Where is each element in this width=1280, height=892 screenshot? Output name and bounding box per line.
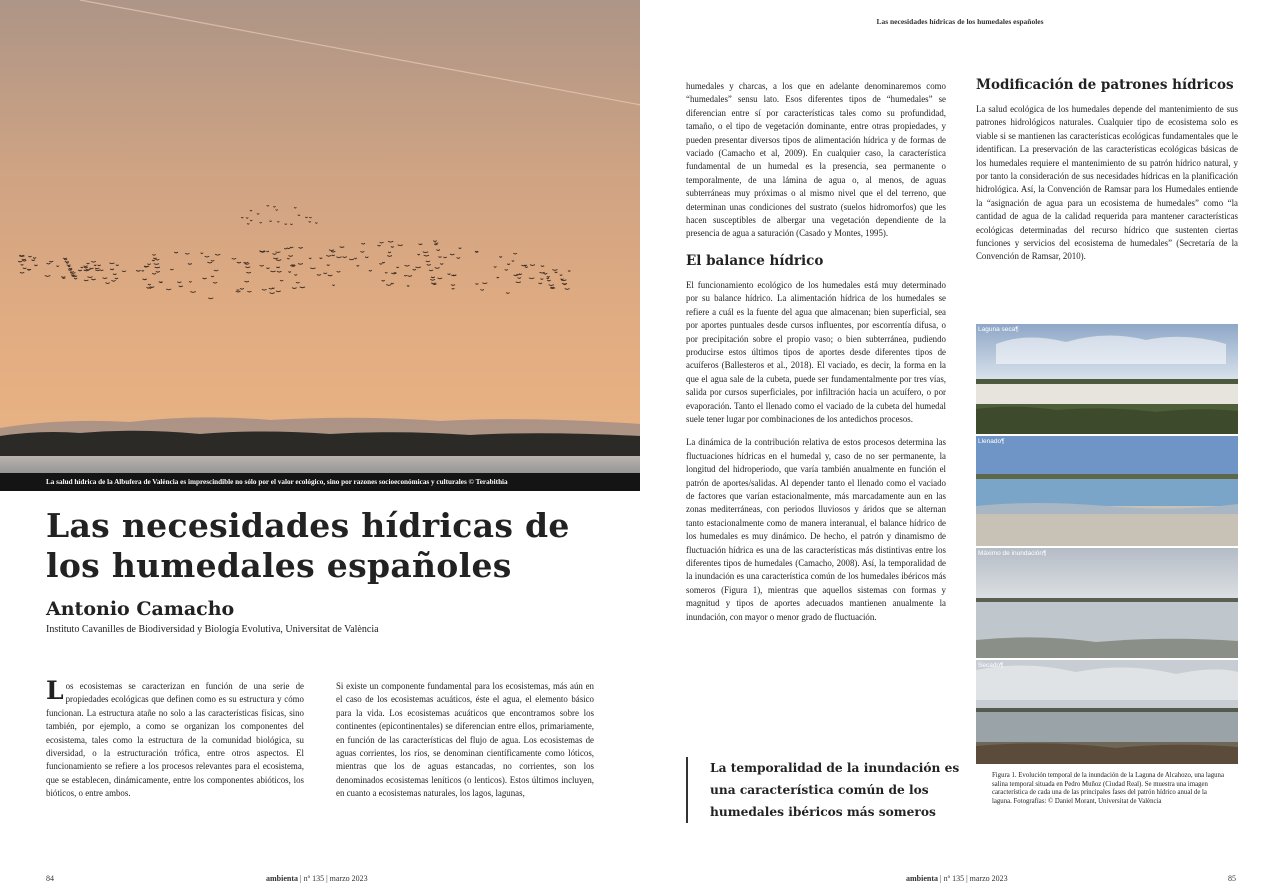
photo-secado (976, 660, 1238, 764)
photo-label-laguna-seca: Laguna seca¶ (978, 326, 1019, 333)
photo-maximo-inundacion (976, 548, 1238, 658)
albufera-sunset-image (0, 0, 641, 491)
intro-text-1: os ecosistemas se caracterizan en función de una serie de propiedades ecológicas que definen como es su estructura y cómo funcionan. La estructura atañe no solo a las características físicas, sino también, por ejemplo, a como se organizan los componentes del ecosistema, tales como la estructura de la comunidad biológica, su diversidad, o la estructuración trófica, entre otros aspectos. El funcionamiento se refiere a los procesos relevantes para el ecosistema, que se establecen, dinámicamente, entre los componentes abióticos, los bióticos, o entre ambos. (46, 681, 304, 799)
pull-quote: La temporalidad de la inundación es una característica común de los humedales ibéricos más someros (686, 757, 960, 823)
photo-label-secado: Secado¶ (978, 662, 1004, 669)
author-affiliation: Instituto Cavanilles de Biodiversidad y Biología Evolutiva, Universitat de València (46, 624, 379, 635)
footer-magazine-left: ambienta | nº 135 | marzo 2023 (266, 874, 368, 883)
heading-patrones-hidricos: Modificación de patrones hídricos (976, 77, 1234, 93)
hero-photo (0, 0, 641, 491)
photo-laguna-seca (976, 324, 1238, 434)
photo-label-maximo: Máximo de inundación¶ (978, 550, 1047, 557)
right-column-1 (686, 80, 946, 624)
intro-column-2 (336, 680, 594, 801)
intro-column-1 (46, 676, 304, 801)
right-column-2 (976, 76, 1238, 264)
author-name: Antonio Camacho (46, 598, 235, 620)
body-paragraph-3: La dinámica de la contribución relativa de estos procesos determina las fluctuaciones hídricas en el humedal y, caso de no ser permanente, la longitud del hidroperiodo, que varía también anualmente en función el patrón de aportes/salidas. Al depender tanto el llenado como el vaciado de factores que varían estacionalmente, más marcadamente aun en las zonas mediterráneas, con periodos lluviosos y áridos que se alternan tanto estacionalmente como de manera interanual, el balance hídrico de los humedales es muy dinámico. De hecho, el patrón y dinamismo de fluctuación hídrica es una de las características más distintivas entre los diferentes tipos de humedales (Camacho, 2008). Así, la temporalidad de la inundación es una característica común de los humedales ibéricos más someros (Figura 1), mientras que aquellos sistemas con formas y magnitud y tipos de aportes adecuados mantienen anualmente la inundación, con mayor o menor grado de fluctuación. (686, 437, 946, 622)
figure-caption: Figura 1. Evolución temporal de la inundación de la Laguna de Alcahozo, una laguna salina temporal situada en Pedro Muñoz (Ciudad Real). Se muestra una imagen característica de cada una de las principales fases del patrón hídrico anual de la laguna. Fotografías: © Daniel Morant, Universitat de València (992, 772, 1224, 805)
footer-magazine-right: ambienta | nº 135 | marzo 2023 (906, 874, 1008, 883)
body-paragraph-4: La salud ecológica de los humedales depende del mantenimiento de sus patrones hidrológicos naturales. Cualquier tipo de ecosistema solo es viable si se mantienen las características ecológicas fundamentales que le identifican. La preservación de las características ecológicas básicas de los humedales requiere el mantenimiento de su patrón hídrico natural, y por tanto la consideración de sus necesidades hídricas en la planificación hidrológica. Así, la Convención de Ramsar para los Humedales entiende la “asignación de agua para un ecosistema de humedales” como “la cantidad de agua de la calidad requerida para mantener características ecológicas determinadas del recurso hídrico que sustenten ciertas funciones y servicios del ecosistema de humedales” (Secretaría de la Convención de Ramsar, 2010). (976, 104, 1238, 262)
photo-llenado (976, 436, 1238, 546)
page-number-left: 84 (46, 874, 54, 883)
drop-cap: L (46, 676, 64, 705)
page-number-right: 85 (1228, 874, 1236, 883)
heading-balance-hidrico: El balance hídrico (686, 252, 824, 269)
hero-caption: La salud hídrica de la Albufera de València es imprescindible no sólo por el valor ecológico, sino por razones socioeconómicas y culturales © Terabithia (0, 473, 641, 491)
photo-label-llenado: Llenado¶ (978, 438, 1005, 445)
intro-text-2: Si existe un componente fundamental para los ecosistemas, más aún en el caso de los ecosistemas acuáticos, éste el agua, el elemento básico para la vida. Los ecosistemas acuáticos que encontramos sobre los continentes (epicontinentales) se diferencian entre ellos, primariamente, en función de las características del flujo de agua. Los ecosistemas de aguas corrientes, los ríos, se denominan científicamente como lóticos, mientras que los de aguas estancadas, no corrientes, son los denominados ecosistemas leníticos (o lenticos). Estos últimos incluyen, en cuanto a ecosistemas naturales, los lagos, lagunas, (336, 681, 594, 799)
body-paragraph-2: El funcionamiento ecológico de los humedales está muy determinado por su balance hídrico. La alimentación hídrica de los humedales se refiere a cuál es la fuente del agua que almacenan; bien superficial, sea por aportes puntuales desde cursos influentes, por escorrentía difusa, o por precipitación sobre el propio vaso; o bien subterránea, pudiendo producirse estos últimos tipos de aportes desde diferentes tipos de acuíferos (Ballesteros et al., 2018). El vaciado, es decir, la forma en la que el agua sale de la cubeta, puede ser fundamentalmente por tres vías, salida por cursos superficiales, por infiltración hacia un acuífero, o por evaporación. Tanto el llenado como el vaciado de la cubeta del humedal suele tener lugar por combinaciones de los antedichos procesos. (686, 279, 946, 424)
body-paragraph-1: humedales y charcas, a los que en adelante denominaremos como “humedales” sensu lato. Esos diferentes tipos de “humedales” se diferencian entre sí por características tales como su profundidad, tamaño, o el tipo de vegetación dominante, entre otras propiedades, y pueden presentar diversos tipos de alimentación hídrica y de formas de vaciado (Camacho et al, 2009). En cualquier caso, la característica fundamental de un humedal es la presencia, sea permanente o temporalmente, de una lámina de agua o, al menos, de aguas subterráneas muy próximas o al mismo nivel que el del terreno, que determinan unas condiciones del sustrato (suelos hidromorfos) que les hacen susceptibles de albergar una vegetación dependiente de la presencia de agua a saturación (Casado y Montes, 1995). (686, 81, 946, 239)
page-title: Las necesidades hídricas de los humedales españoles (46, 506, 570, 585)
running-head: Las necesidades hídricas de los humedales españoles (876, 17, 1044, 26)
